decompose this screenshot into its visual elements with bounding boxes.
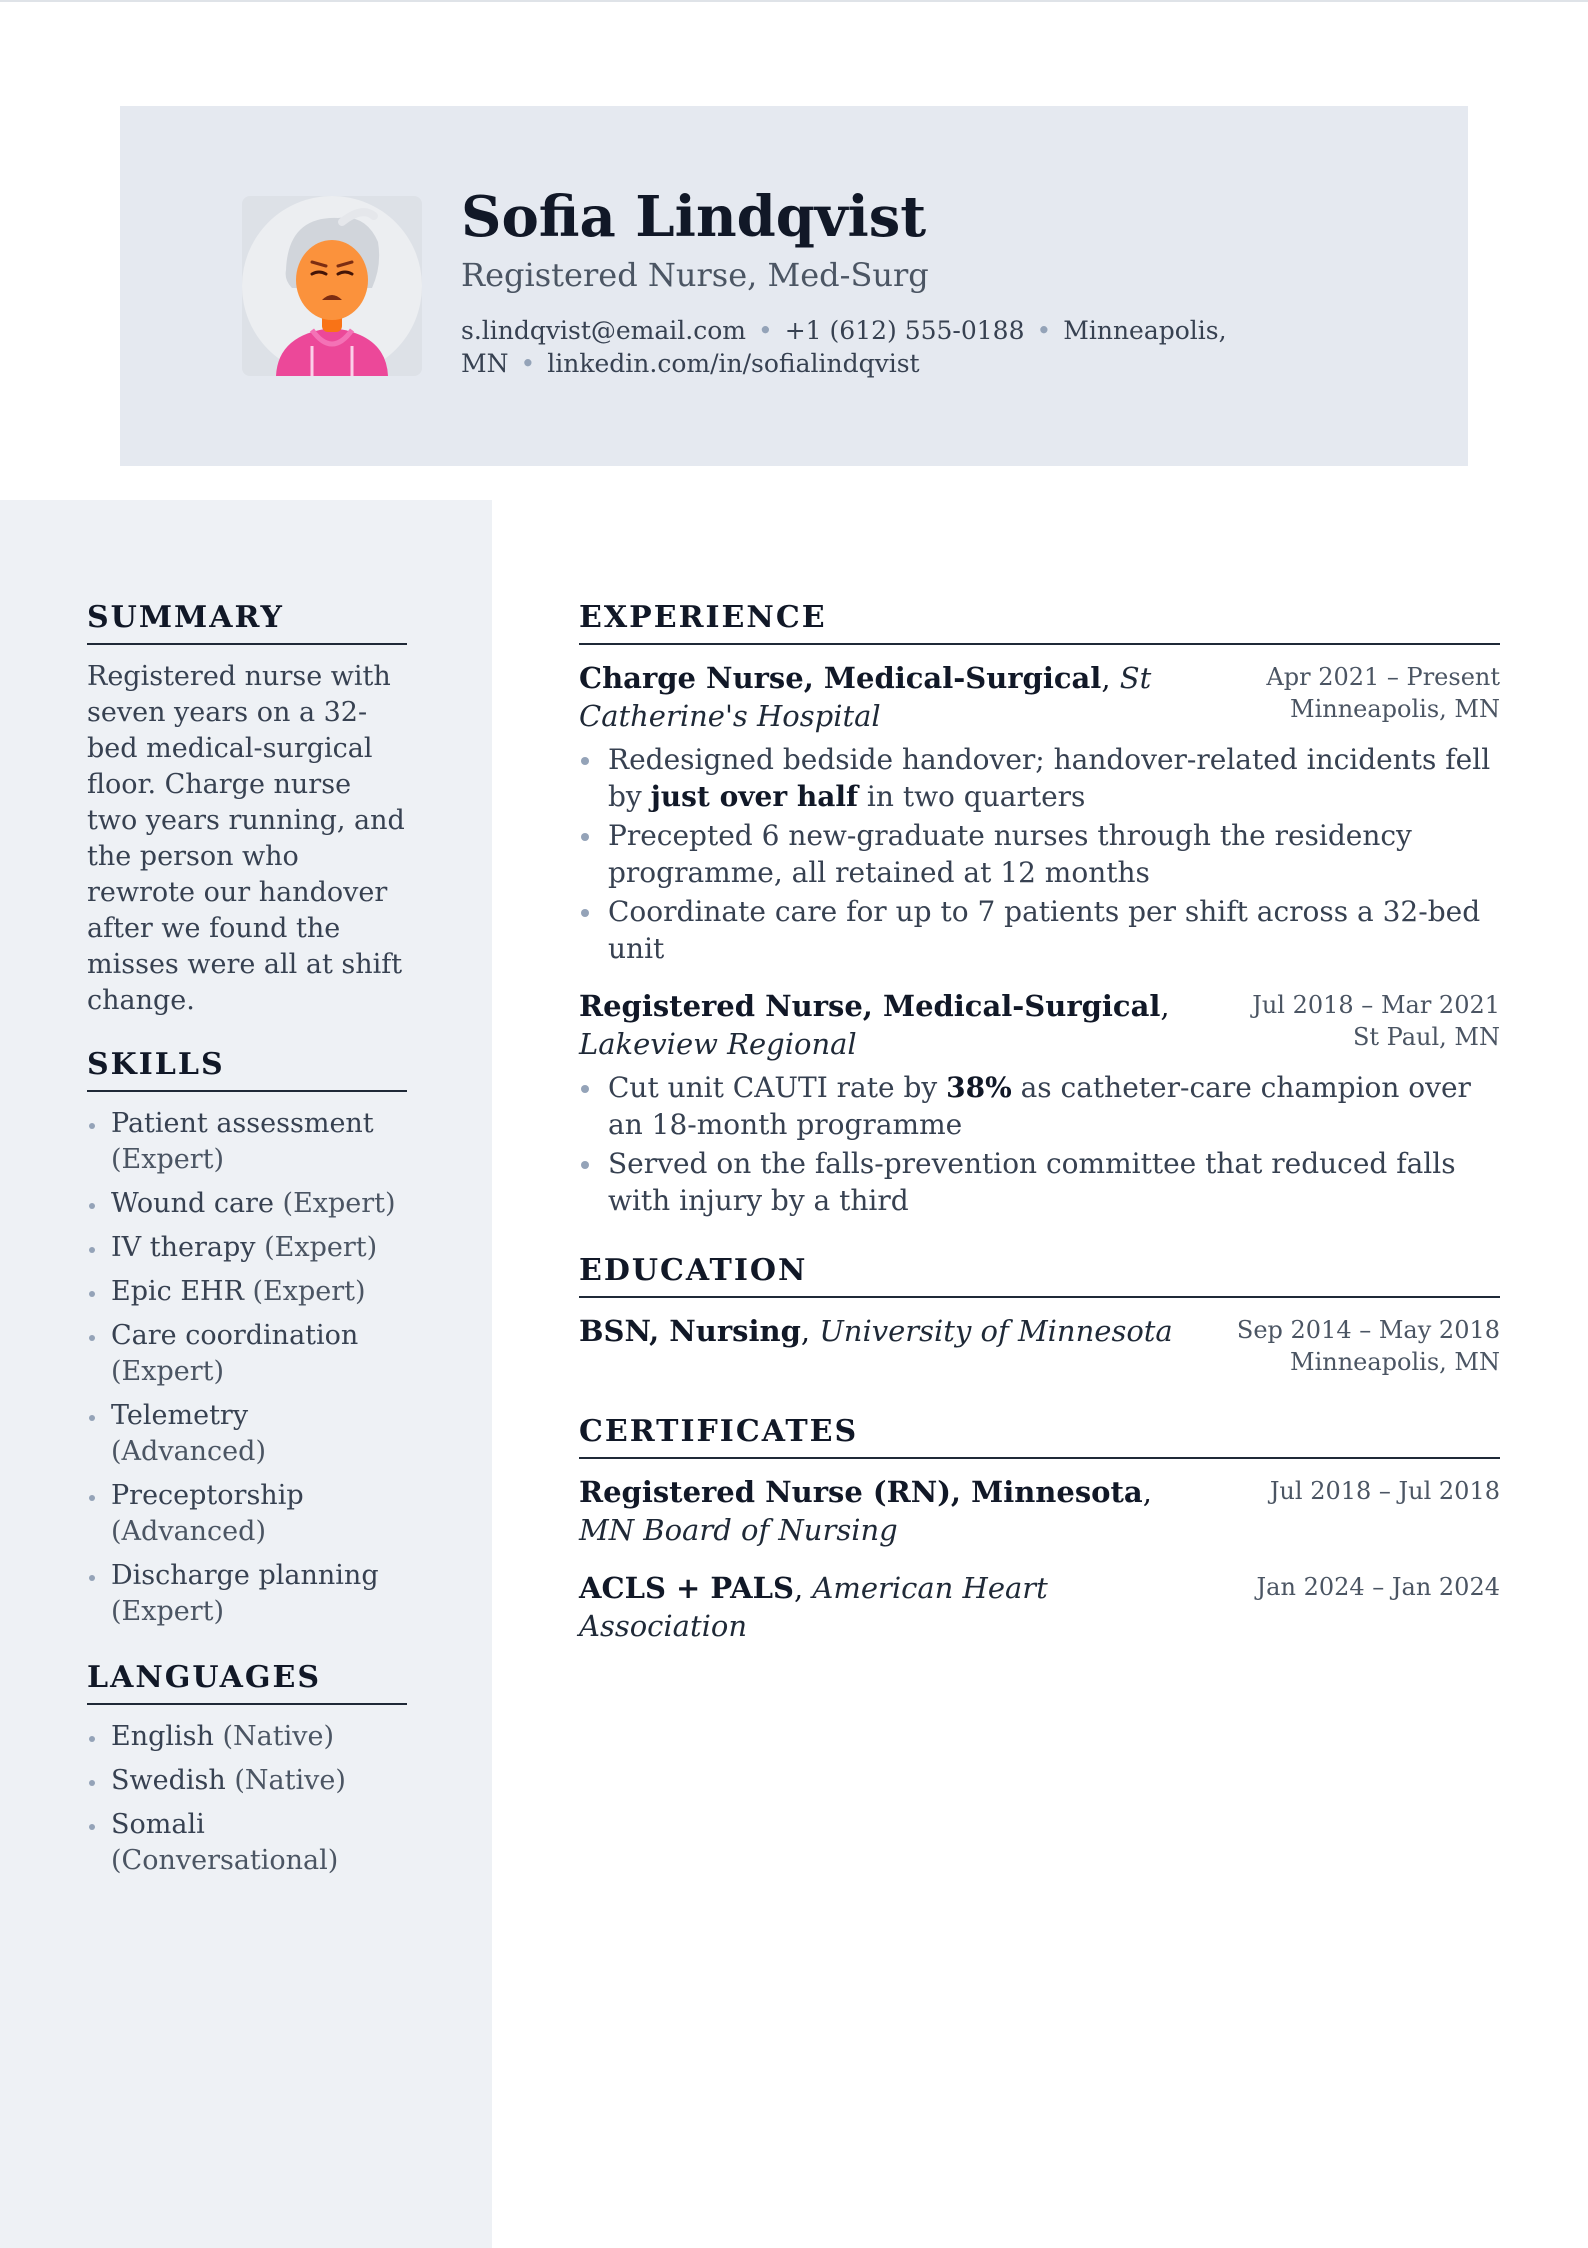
- skill-item: [87, 1478, 407, 1550]
- experience-section: [579, 600, 1500, 1219]
- skill-name: IV therapy: [111, 1232, 256, 1263]
- job-org: St Catherine's Hospital: [579, 661, 1152, 733]
- degree: BSN, Nursing: [579, 1314, 801, 1348]
- job-role: Charge Nurse, Medical-Surgical: [579, 661, 1102, 695]
- languages-heading: LANGUAGES: [87, 1660, 407, 1705]
- job-location: St Paul, MN: [1352, 1023, 1500, 1051]
- avatar: [242, 196, 422, 376]
- skill-item: [87, 1558, 407, 1630]
- education-dates: Sep 2014 – May 2018: [1236, 1316, 1500, 1344]
- summary-heading: SUMMARY: [87, 600, 407, 645]
- certificate-dates: Jan 2024 – Jan 2024: [1256, 1573, 1500, 1601]
- job-bullet: Redesigned bedside handover; handover-related incidents fell by just over half in two quarters: [579, 741, 1500, 815]
- sidebar: [0, 500, 492, 2248]
- skill-name: Wound care: [111, 1188, 274, 1219]
- job-bullets: [579, 1069, 1500, 1219]
- experience-entry: [579, 659, 1500, 967]
- contact-line: [461, 314, 1261, 380]
- summary-text: Registered nurse with seven years on a 32-bed medical-surgical floor. Charge nurse two years running, and the person who rewrote our handover after we found the misses were all at shift change.: [87, 661, 405, 1016]
- skill-level: (Advanced): [111, 1436, 266, 1467]
- certificate-entry: [579, 1473, 1500, 1549]
- certificate-name: Registered Nurse (RN), Minnesota: [579, 1475, 1143, 1509]
- language-level: (Native): [222, 1721, 335, 1752]
- skill-item: [87, 1318, 407, 1390]
- phone-text: +1 (612) 555-0188: [784, 316, 1025, 345]
- email-link[interactable]: s.lindqvist@email.com: [461, 316, 746, 345]
- candidate-name: Sofia Lindqvist: [461, 184, 927, 250]
- skill-name: Care coordination: [111, 1320, 359, 1351]
- languages-list: [87, 1719, 407, 1879]
- job-dates: Jul 2018 – Mar 2021: [1252, 991, 1500, 1019]
- job-location: Minneapolis, MN: [1290, 695, 1500, 723]
- education-location: Minneapolis, MN: [1290, 1348, 1500, 1376]
- skill-name: Telemetry: [111, 1400, 249, 1431]
- job-org: Lakeview Regional: [579, 1027, 857, 1061]
- entry-meta: [1257, 1571, 1500, 1603]
- certificate-issuer: MN Board of Nursing: [579, 1513, 898, 1547]
- skills-list: [87, 1106, 407, 1630]
- language-name: Somali: [111, 1809, 205, 1840]
- skill-level: (Expert): [111, 1356, 225, 1387]
- education-heading: EDUCATION: [579, 1253, 1500, 1298]
- job-dates: Apr 2021 – Present: [1266, 663, 1500, 691]
- job-role: Registered Nurse, Medical-Surgical: [579, 989, 1161, 1023]
- skill-item: [87, 1106, 407, 1178]
- entry-title: BSN, Nursing, University of Minnesota: [579, 1314, 1173, 1348]
- skill-item: [87, 1230, 407, 1266]
- certificate-entry: [579, 1569, 1500, 1645]
- entry-title: ACLS + PALS, American Heart Association: [579, 1571, 1048, 1643]
- skill-item: [87, 1398, 407, 1470]
- language-level: (Native): [234, 1765, 346, 1796]
- skill-item: [87, 1274, 407, 1310]
- skills-heading: SKILLS: [87, 1047, 407, 1092]
- linkedin-link[interactable]: linkedin.com/in/sofialindqvist: [547, 349, 920, 378]
- language-level: (Conversational): [111, 1845, 339, 1876]
- contact-separator: •: [1036, 316, 1052, 345]
- certificate-name: ACLS + PALS: [579, 1571, 794, 1605]
- skill-level: (Expert): [111, 1144, 225, 1175]
- skill-name: Preceptorship: [111, 1480, 304, 1511]
- education-entry: [579, 1312, 1500, 1380]
- skill-level: (Expert): [282, 1188, 396, 1219]
- entry-meta: [1266, 661, 1500, 725]
- skill-name: Epic EHR: [111, 1276, 244, 1307]
- certificates-section: [579, 1414, 1500, 1645]
- entry-meta: [1270, 1475, 1500, 1507]
- location-text: Minneapolis, MN: [461, 316, 1227, 378]
- job-bullets: [579, 741, 1500, 967]
- job-bullet: Precepted 6 new-graduate nurses through the residency programme, all retained at 12 months: [579, 817, 1500, 891]
- resume-header: [120, 106, 1468, 466]
- skill-level: (Expert): [111, 1596, 225, 1627]
- avatar-illustration: [242, 196, 422, 376]
- certificates-heading: CERTIFICATES: [579, 1414, 1500, 1459]
- skill-level: (Advanced): [111, 1516, 266, 1547]
- contact-separator: •: [757, 316, 773, 345]
- top-border: [0, 0, 1588, 2]
- skill-level: (Expert): [252, 1276, 366, 1307]
- skill-name: Patient assessment: [111, 1108, 374, 1139]
- skill-name: Discharge planning: [111, 1560, 379, 1591]
- language-name: Swedish: [111, 1765, 226, 1796]
- candidate-headline: Registered Nurse, Med-Surg: [461, 256, 929, 294]
- experience-entry: [579, 987, 1500, 1219]
- contact-separator: •: [520, 349, 536, 378]
- entry-title: Registered Nurse, Medical-Surgical, Lakeview Regional: [579, 989, 1170, 1061]
- entry-title: Registered Nurse (RN), Minnesota, MN Board of Nursing: [579, 1475, 1152, 1547]
- job-bullet: Served on the falls-prevention committee that reduced falls with injury by a third: [579, 1145, 1500, 1219]
- skill-item: [87, 1186, 407, 1222]
- main-column: [579, 600, 1500, 1679]
- certificate-issuer: American Heart Association: [579, 1571, 1048, 1643]
- certificate-dates: Jul 2018 – Jul 2018: [1269, 1477, 1500, 1505]
- education-section: [579, 1253, 1500, 1380]
- job-bullet: Coordinate care for up to 7 patients per shift across a 32-bed unit: [579, 893, 1500, 967]
- language-item: [87, 1719, 407, 1755]
- job-bullet: Cut unit CAUTI rate by 38% as catheter-care champion over an 18-month programme: [579, 1069, 1500, 1143]
- entry-meta: [1237, 1314, 1500, 1378]
- experience-heading: EXPERIENCE: [579, 600, 1500, 645]
- school: University of Minnesota: [819, 1314, 1173, 1348]
- language-name: English: [111, 1721, 214, 1752]
- language-item: [87, 1807, 407, 1879]
- language-item: [87, 1763, 407, 1799]
- entry-meta: [1252, 989, 1500, 1053]
- skill-level: (Expert): [264, 1232, 378, 1263]
- entry-title: Charge Nurse, Medical-Surgical, St Catherine's Hospital: [579, 661, 1152, 733]
